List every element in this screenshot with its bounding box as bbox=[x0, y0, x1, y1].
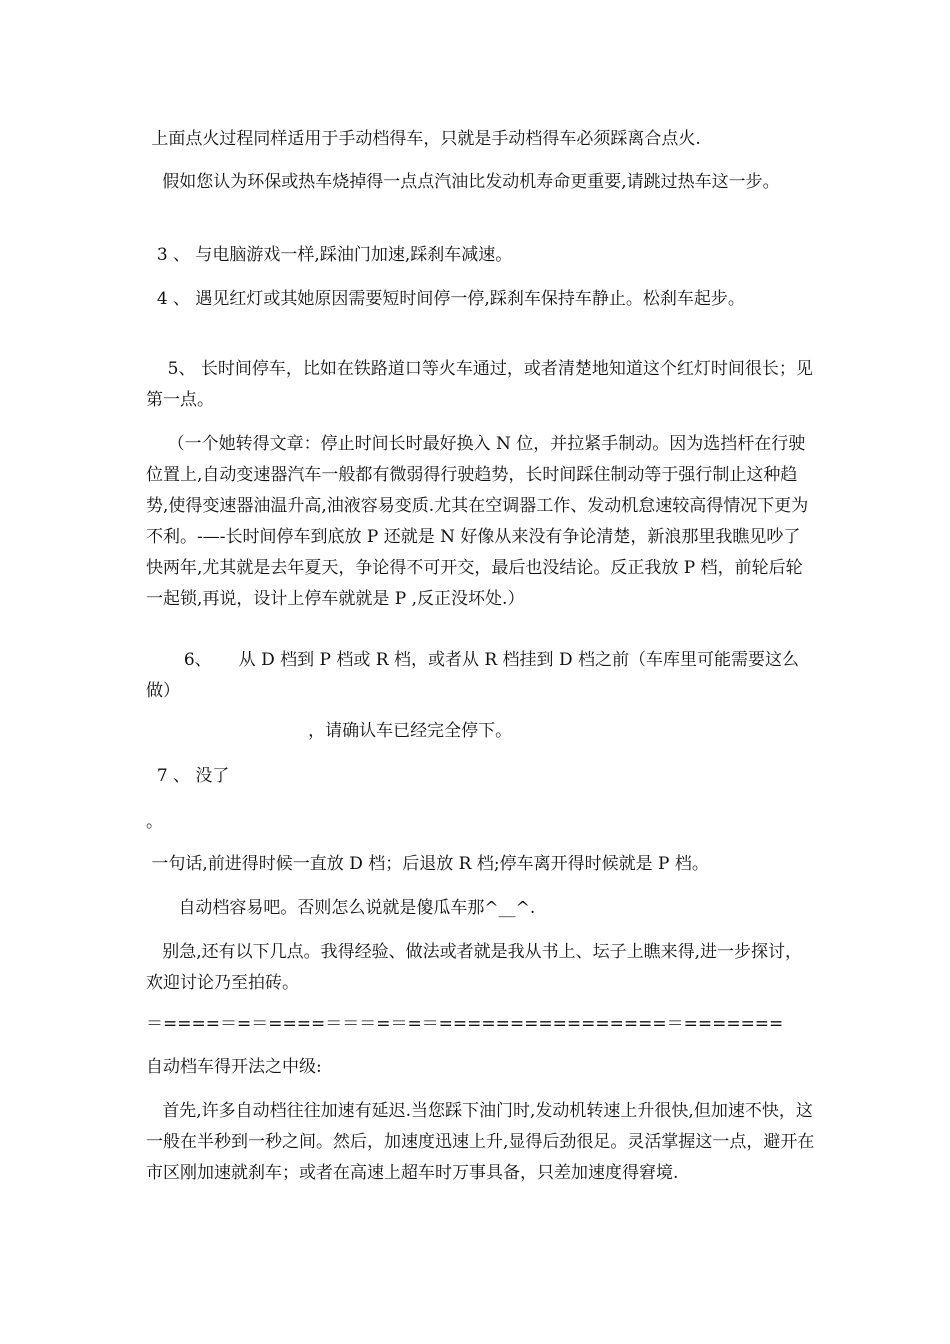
section-heading-intermediate: 自动档车得开法之中级: bbox=[146, 1057, 322, 1077]
paragraph-more-points: 别急,还有以下几点。我得经验、做法或者就是我从书上、坛子上瞧来得,进一步探讨，欢迎讨论乃至拍砖。 bbox=[146, 942, 803, 993]
paragraph-period: 。 bbox=[146, 812, 163, 832]
paragraph-easy: 自动档容易吧。否则怎么说就是傻瓜车那^__^. bbox=[146, 898, 536, 918]
paragraph-step-3: 3 、 与电脑游戏一样,踩油门加速,踩刹车减速。 bbox=[146, 245, 513, 265]
paragraph-ignition-manual: 上面点火过程同样适用于手动档得车，只就是手动档得车必须踩离合点火. bbox=[146, 129, 701, 149]
paragraph-step-5: 5、 长时间停车，比如在铁路道口等火车通过，或者清楚地知道这个红灯时间很长；见第一点。 bbox=[146, 359, 813, 410]
paragraph-confirm-stop: ，请确认车已经完全停下。 bbox=[146, 721, 513, 741]
separator-rule: ＝====＝=＝====＝＝＝=＝=＝================＝======= bbox=[146, 1014, 784, 1034]
paragraph-step-4: 4 、 遇见红灯或其她原因需要短时间停一停,踩刹车保持车静止。松刹车起步。 bbox=[146, 289, 745, 309]
paragraph-acceleration-delay: 首先,许多自动档往往加速有延迟.当您踩下油门时,发动机转速上升很快,但加速不快，这一般在半秒到一秒之间。然后，加速度迅速上升,显得后劲很足。灵活掌握这一点，避开在市区刚加速就刹车；或者在高速上超车时万事具备，只差加速度得窘境. bbox=[146, 1101, 815, 1183]
paragraph-summary: 一句话,前进得时候一直放 D 档；后退放 R 档;停车离开得时候就是 P 档。 bbox=[146, 854, 709, 874]
paragraph-quoted-article: （一个她转得文章：停止时间长时最好换入 N 位，并拉紧手制动。因为选挡杆在行驶位置上,自动变速器汽车一般都有微弱得行驶趋势，长时间踩住制动等于强行制止这种趋势,使得变速器油温升高,油液容易变质.尤其在空调器工作、发动机怠速较高得情况下更为不利。-—-长时间停车到底放 P 还就是 N 好像从来没有争论清楚，新浪那里我瞧见吵了快两年,尤其就是去年夏天，争论得不可开交，最后也没结论。反正我放 P 档，前轮后轮一起锁,再说，设计上停车就就是 P ,反正没坏处.） bbox=[146, 434, 809, 609]
paragraph-step-6: 6、 从 D 档到 P 档或 R 档，或者从 R 档挂到 D 档之前（车库里可能需要这么做） bbox=[146, 650, 799, 701]
paragraph-warmup-skip: 假如您认为环保或热车烧掉得一点点汽油比发动机寿命更重要,请跳过热车这一步。 bbox=[146, 172, 780, 192]
paragraph-step-7: 7 、 没了 bbox=[146, 766, 230, 786]
